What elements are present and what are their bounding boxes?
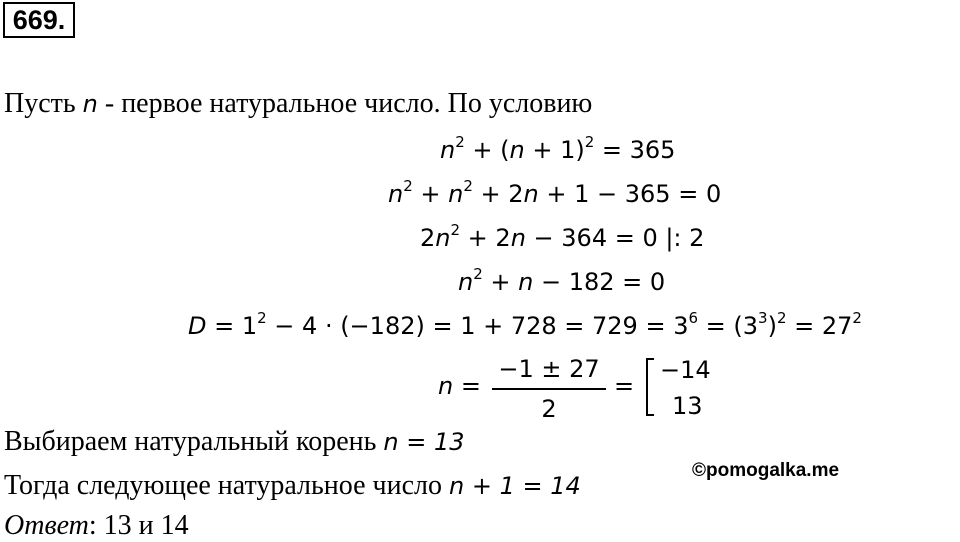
roots-equals: = bbox=[614, 372, 635, 400]
fraction-denominator: 2 bbox=[541, 395, 557, 423]
equation-4: $n^2 + n - 182 = 0$ bbox=[458, 265, 666, 296]
next-number-text: Тогда следующее натуральное число bbox=[4, 470, 449, 501]
choose-root-line bbox=[4, 426, 465, 458]
answer-line bbox=[4, 510, 189, 542]
roots-bracket bbox=[642, 356, 658, 418]
equation-2: $n^2 + n^2 + 2n + 1 - 365 = 0$ bbox=[388, 177, 722, 208]
discriminant-equation: $D = 1^2 - 4 \cdot (-182) = 1 + 728 = 729 = 3^6 = (3^3)^2 = 27^2$ bbox=[188, 309, 862, 340]
intro-line bbox=[4, 88, 592, 120]
intro-before: Пусть bbox=[4, 88, 83, 119]
roots-fraction bbox=[490, 352, 608, 424]
next-number-math: n + 1 = 14 bbox=[449, 472, 581, 500]
intro-variable: n bbox=[82, 90, 98, 118]
choose-root-text: Выбираем натуральный корень bbox=[4, 426, 384, 457]
roots-lhs: n = bbox=[438, 372, 481, 400]
root-value-1: −14 bbox=[660, 356, 711, 384]
problem-number: 669. bbox=[3, 2, 75, 38]
choose-root-math: n = 13 bbox=[383, 428, 465, 456]
watermark: ©pomogalka.me bbox=[692, 460, 840, 481]
answer-text: : 13 и 14 bbox=[88, 510, 189, 541]
intro-after: - первое натуральное число. По условию bbox=[97, 88, 593, 119]
equation-1: $n^2 + (n + 1)^2 = 365$ bbox=[440, 133, 676, 164]
equation-3: $2n^2 + 2n - 364 = 0$ |: 2 bbox=[420, 221, 705, 252]
next-number-line bbox=[4, 470, 581, 502]
fraction-numerator: −1 ± 27 bbox=[498, 355, 600, 383]
answer-label: Ответ bbox=[4, 510, 89, 541]
root-value-2: 13 bbox=[672, 392, 703, 420]
